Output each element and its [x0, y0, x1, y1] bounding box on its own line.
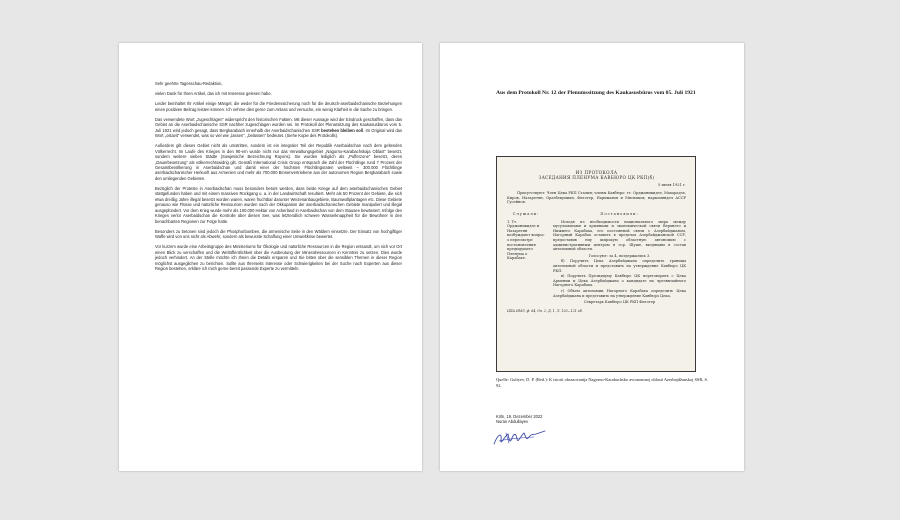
scan-column-heard — [507, 212, 545, 305]
scan-title-1: ИЗ ПРОТОКОЛА — [575, 170, 618, 175]
scan-col2-para-1: Исходя из необходимости национального мира между мусульманами и армянами и экономической связи Верхнего и Нижнего Карабаха, его постоянной связи с Азербайджаном, Нагорный Карабах оставить в пределах Азербайджанской ССР, предоставив ему широкую областную автономию с административным центром в гор. Шуше, входящим в состав автономной области. — [553, 219, 686, 252]
letter-body — [155, 81, 402, 271]
scan-column-resolved — [553, 212, 686, 305]
scan-col2-heading: Постановили: — [600, 212, 639, 217]
salutation: Sehr geehrte Tagesschau-Redaktion, — [155, 81, 223, 86]
scan-col2-para-3: в) Поручить Президиуму Кавбюро ЦК переговорить с Цека Армении и Цека Азербайджана о кандидате на чрезвычайного Нагорного Карабаха. — [553, 274, 686, 288]
scan-present-list: Присутствуют: Член Цека РКП Сталин; члены Кавбюро: тт. Орджоникидзе, Махарадзе, Киров, Назаретян, Оразбекумиан, Фиготер, Нариманов и Мясников; наркомвндел АССР Гусейнов. — [507, 191, 686, 205]
scan-title-2: ЗАСЕДАНИЯ ПЛЕНУМА КАВБЮРО ЦК РКП(б) — [538, 175, 655, 180]
paragraph-2-bold: bestehen bleiben soll — [321, 127, 364, 133]
paragraph-1: Leider beinhaltet Ihr Artikel einige Mängel, die weder für die Friedenssicherung noch für die deutsch-aserbaidschanische Beziehungen einen positiven Beitrag leisten können. Ich nehme dies gerne zum Anlass und versuche, ein wenig Klarheit in die Sache zu bringen. — [155, 101, 402, 112]
paragraph-4: Bezüglich der Proteste in Aserbaidschan muss besonders betont werden, dass beide Kriege auf dem aserbaidschanischen Gebiet stattgefunden haben und mit einem massiven Rückgang u. a. in der Landwirtschaft resultiert. Mehr als 50 Prozent der Gebiete, die sich etwa dreißig Jahre illegal besetzt worden waren, waren fruchtbar darunter Weizenanbaugebiete, Baumwollplantagen etc. Diese Gebiete genauso wie Flüsse und natürliche Ressourcen wurden nach der Okkupation der aserbaidschanischen Gebiete manipuliert und illegal ausgeplündert. Vor dem Krieg wurde mehr als 100.000 Hektar von Ackerland in Aserbaidschan von dem Stausee bewässert. Infolge des Krieges verlor Aserbaidschan die Kontrolle über diesen See, was letztendlich schwere Wasserknappheit für die Bewohner in den benachbarten Regionen zur Folge hatte. — [155, 186, 402, 224]
scan-col1-text: 1. Тт. Орджоникидзе и Назаретян возбуждают вопрос о пересмотре постановления предыдущего Пленума о Карабахе. — [507, 219, 545, 261]
scan-col2-para-4: г) Объем автономии Нагорного Карабаха определить Цека Азербайджана и представить на утверждение Кавбюро Цека. — [553, 289, 686, 298]
scan-archive-reference: ЦПА ИМЛ, ф. 64, Оп. 2, Д. 1, Л. 120—121 об. — [507, 308, 583, 313]
author-name: Nuran Abdullayev — [496, 419, 529, 425]
paragraph-3: Außerdem gilt dieses Gebiet nicht als umstritten, sondern ist ein integraler Teil der Republik Aserbaidschan nach dem geltenden Völkerrecht. Im Laufe des Krieges in den 90-ern wurde nicht nur das Verwaltungsgebiet „Nagorno-Karabachskaja Oblast“ besetzt, sondern weitere sieben Städte (Sowjetische Bezeichnung Rayons). Sie wurden lediglich als „Pufferzone“ besetzt, deren „Dauerbesetzung“ als völkerrechtswidrig gilt. Gemäß International Crisis Group entsprach die Zahl der Flüchtlinge rund 7 Prozent der Gesamtbevölkerung in Aserbaidschan und damit einer der höchsten Flüchtlingsraten weltweit – 300.000 Flüchtlinge aserbaidschanischer Herkunft aus Armenien und mehr als 700.000 Binnenvertriebene aus der autonomen Region Bergkarabach sowie den umliegenden Gebieten. — [155, 143, 402, 181]
source-citation: Quelle: Guliyev, D. P. (Red.): K istorii obrazovanija Nagorno-Karabachsko avtonomnoj oblasti Azerbajdžanskoj SSR, S. 92. — [496, 377, 709, 388]
scan-col2-para-2: б) Поручить Цека Азербайджана определить границы автономной области и представить на утверждение Кавбюро ЦК РКП. — [553, 259, 686, 273]
paragraph-5: Besonders zu betonen sind jedoch die Phosphorbomben, die armenische Seite in den Wäldern einsetzte. Der Einsatz von hochgiftiger Waffe wird von uns nicht als Abwehr, sondern als bewusste Schaffung einer Umweltkrise bewertet. — [155, 228, 402, 240]
paragraph-2-before: Das verwendete Wort „zugeschlagen“ widerspricht den historischen Fakten. Mit dieser Aussage wird der Eindruck geschaffen, dass das Gebiet an die Aserbaidschanische SSR nachher zugeschlagen worden sei. Im Protokoll der Plenarsitzung des Kaukasusbüros vom 5. Juli 1921 wird jedoch gesagt, dass Bergkarabach innerhalb der Aserbaidschanischen SSR — [155, 117, 402, 133]
paragraph-2-after: . Im Original wird das Wort „ostavit“ verwendet, was so viel wie „lassen“, „belassen“ bedeutet. (Siehe Kopie des Protokolls). — [155, 127, 402, 139]
scan-vote: Голосуют: за 4, воздержались 3. — [588, 253, 651, 258]
protocol-heading: Aus dem Protokoll Nr. 12 der Plenumssitzung des Kaukasusbüros vom 05. Juli 1921 — [496, 90, 696, 96]
thanks-paragraph: vielen Dank für Ihren Artikel, das ich mit Interesse gelesen habe. — [155, 91, 272, 97]
handwritten-signature-icon — [490, 426, 550, 450]
scan-col1-heading: Слушали: — [512, 212, 540, 217]
place-date: Köln, 19. Dezember 2022 — [496, 414, 543, 419]
paragraph-2 — [155, 117, 402, 139]
scan-secretary-signature: Секретарь Кавбюро ЦК РКП Фиготер — [583, 300, 656, 305]
scan-columns — [507, 212, 686, 305]
closing-block — [496, 414, 542, 425]
paragraph-6: Vor kurzem wurde eine Arbeitsgruppe des Ministeriums für Ökologie und natürliche Ressourcen in die Region entsandt, um sich vor Ort einen Blick zu verschaffen und die Weltöffentlichkeit über die Ausbeutung der Mineralressourcen in Kenntnis zu setzen. Dies wurde jedoch verhindert. An der Stelle möchte ich Ihnen die Details ersparen und Sie bitten über die sensiblen Themen in dieser Region möglichst ausgeglichen zu berichten. Sollte aus Ihrerseits Interesse oder Schwierigkeiten bei der Suche nach Experten aus dieser Region bestehen, erkläre ich mich gerne bereit passende Experte zu vermitteln. — [155, 244, 402, 271]
scan-date: 5 июля 1921 г. — [658, 183, 686, 187]
protocol-scan-image — [496, 156, 696, 372]
document-page-2 — [440, 43, 744, 471]
document-page-1 — [119, 43, 422, 471]
